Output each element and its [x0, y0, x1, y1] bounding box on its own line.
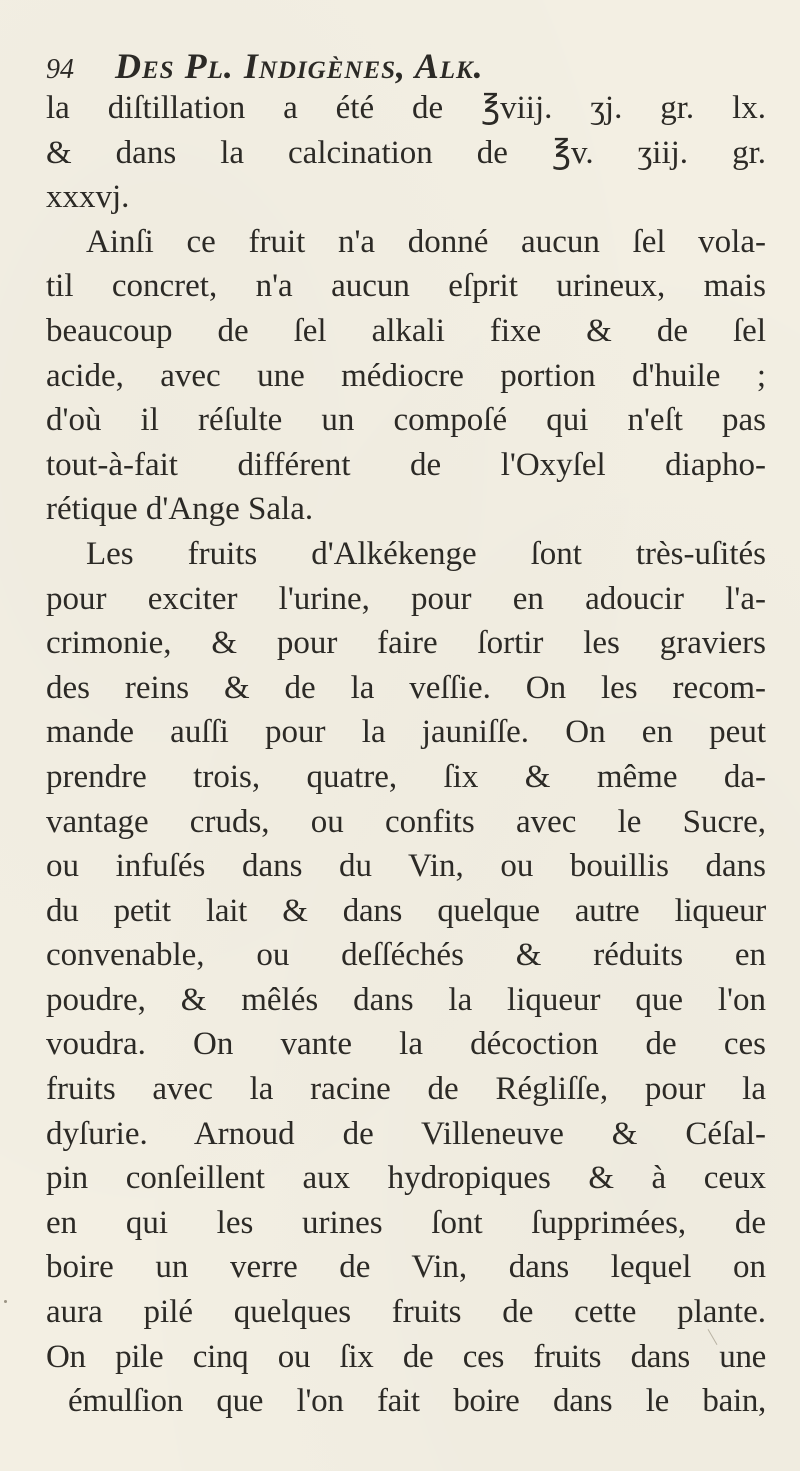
- text-line: du petit lait & dans quelque autre liqueur: [46, 892, 766, 929]
- text-line: pin conſeillent aux hydropiques & à ceux: [46, 1160, 766, 1197]
- text-line: fruits avec la racine de Régliſſe, pour la: [46, 1071, 766, 1108]
- text-line: tout-à-fait différent de l'Oxyſel diapho-: [46, 446, 766, 483]
- text-line: convenable, ou deſſéchés & réduits en: [46, 937, 766, 974]
- text-line: til concret, n'a aucun eſprit urineux, mais: [46, 268, 766, 305]
- text-line: en qui les urines ſont ſupprimées, de: [46, 1204, 766, 1241]
- page-number: 94: [46, 54, 74, 85]
- body-text: [46, 86, 766, 1424]
- text-line: poudre, & mêlés dans la liqueur que l'on: [46, 981, 766, 1018]
- text-line: pour exciter l'urine, pour en adoucir l'a-: [46, 580, 766, 617]
- text-line: boire un verre de Vin, dans lequel on: [46, 1249, 766, 1286]
- text-line: & dans la calcination de ℥v. ʒiij. gr.: [46, 134, 766, 171]
- text-line: beaucoup de ſel alkali fixe & de ſel: [46, 312, 766, 349]
- text-line: prendre trois, quatre, ſix & même da-: [46, 758, 766, 795]
- text-line: d'où il réſulte un compoſé qui n'eſt pas: [46, 402, 766, 439]
- text-line: la diſtillation a été de ℥viij. ʒj. gr. lx.: [46, 90, 766, 126]
- text-line: émulſion que l'on fait boire dans le bain,: [68, 1383, 766, 1420]
- text-line: xxxvj.: [46, 179, 130, 216]
- text-line: dyſurie. Arnoud de Villeneuve & Céſal-: [46, 1115, 766, 1152]
- text-line: aura pilé quelques fruits de cette plante.: [46, 1294, 766, 1331]
- text-line: crimonie, & pour faire ſortir les graviers: [46, 625, 766, 662]
- running-head: [46, 42, 766, 90]
- text-line: mande auſſi pour la jauniſſe. On en peut: [46, 714, 766, 751]
- text-line: des reins & de la veſſie. On les recom-: [46, 669, 766, 706]
- text-line: acide, avec une médiocre portion d'huile ;: [46, 357, 766, 394]
- text-line: Les fruits d'Alkékenge ſont très-uſités: [86, 535, 766, 572]
- text-line: Ainſi ce fruit n'a donné aucun ſel vola-: [86, 223, 766, 260]
- margin-dot: [4, 1300, 7, 1303]
- running-title: Des Pl. Indigènes, Alk.: [115, 46, 484, 86]
- text-line: ou infuſés dans du Vin, ou bouillis dans: [46, 848, 766, 885]
- text-line: On pile cinq ou ſix de ces fruits dans une: [46, 1338, 766, 1375]
- text-line: rétique d'Ange Sala.: [46, 491, 314, 528]
- text-line: voudra. On vante la décoction de ces: [46, 1026, 766, 1063]
- text-line: vantage cruds, ou confits avec le Sucre,: [46, 803, 766, 840]
